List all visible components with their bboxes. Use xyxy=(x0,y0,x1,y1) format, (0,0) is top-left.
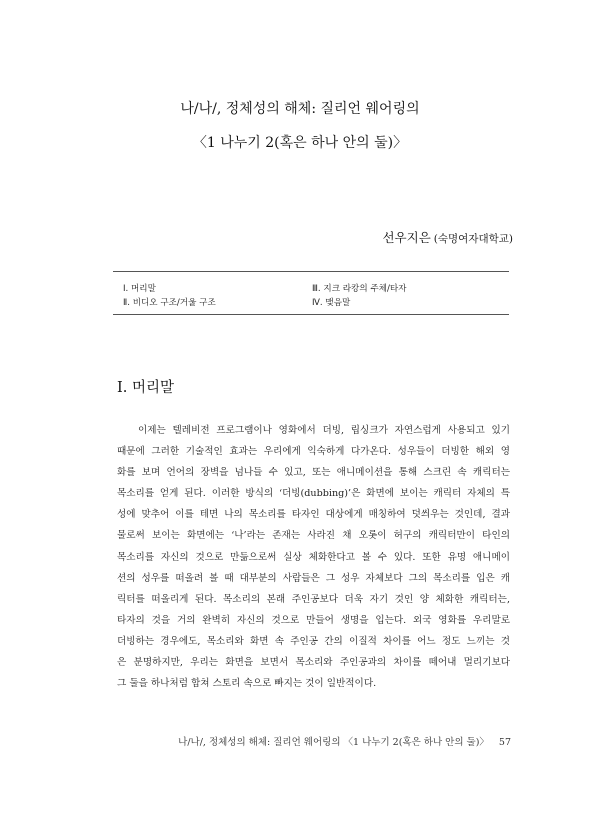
toc-item-1: Ⅰ. 머리말 xyxy=(123,284,156,294)
paragraph-line: 그 둘을 하나처럼 합쳐 스토리 속으로 빠지는 것이 일반적이다. xyxy=(117,678,377,690)
paragraph-line: 목소리를 얻게 된다. 이러한 방식의 ‘더빙(dubbing)’은 화면에 보이는 캐릭터 자체의 특 xyxy=(117,488,510,500)
paragraph-line: 이제는 텔레비전 프로그램이나 영화에서 더빙, 립싱크가 자연스럽게 사용되고 있기 xyxy=(138,425,510,436)
running-title: 나/나/, 정체성의 해체: 질리언 웨어링의 〈1 나누기 2(혹은 하나 안의 둘)〉 xyxy=(178,737,489,748)
paragraph-line: 션의 성우를 떠올려 볼 때 대부분의 사람들은 그 성우 자체보다 그의 목소리를 입은 캐 xyxy=(117,572,510,584)
paragraph-line: 더빙하는 경우에도, 목소리와 화면 속 주인공 간의 이질적 차이를 어느 정도 느끼는 것 xyxy=(117,635,510,647)
paragraph-line: 릭터를 떠올리게 된다. 목소리의 본래 주인공보다 더욱 자기 것인 양 체화한 캐릭터는, xyxy=(117,593,510,605)
paragraph-line: 화를 보며 언어의 장벽을 넘나들 수 있고, 또는 애니메이션을 통해 스크린 속 캐릭터는 xyxy=(117,467,510,479)
author-name: 선우지은 xyxy=(382,230,431,245)
paragraph-line: 물로써 보이는 화면에는 ‘나’라는 존재는 사라진 채 오롯이 허구의 캐릭터만이 타인의 xyxy=(117,530,510,542)
paragraph-line: 때문에 그러한 기술적인 효과는 우리에게 익숙하게 다가온다. 성우들이 더빙한 해외 영 xyxy=(117,446,510,458)
article-title-line-2: 〈1 나누기 2(혹은 하나 안의 둘)〉 xyxy=(192,135,408,151)
toc-item-2: Ⅱ. 비디오 구조/거울 구조 xyxy=(123,298,216,308)
table-of-contents xyxy=(113,271,509,315)
author-affiliation: (숙명여자대학교) xyxy=(433,233,513,245)
paragraph-line: 타자의 것을 거의 완벽히 자신의 것으로 만들어 생명을 입는다. 외국 영화를 우리말로 xyxy=(117,614,510,626)
paragraph-line: 목소리를 자신의 것으로 만듦으로써 실상 체화한다고 볼 수 있다. 또한 유명 애니메이 xyxy=(117,551,510,563)
page-number: 57 xyxy=(498,737,511,748)
toc-item-3: Ⅲ. 지크 라캉의 주체/타자 xyxy=(312,284,407,294)
body-paragraph xyxy=(117,420,510,694)
paragraph-line: 은 분명하지만, 우리는 화면을 보면서 목소리와 주인공과의 차이를 떼어내 멀리기보다 xyxy=(117,657,510,669)
running-footer xyxy=(178,734,511,748)
toc-item-4: Ⅳ. 맺음말 xyxy=(312,298,351,308)
section-heading: Ⅰ. 머리말 xyxy=(117,380,174,396)
article-title-line-1: 나/나/, 정체성의 해체: 질리언 웨어링의 xyxy=(180,101,420,117)
author-byline xyxy=(382,228,513,246)
paragraph-line: 성에 맞추어 이를 테면 나의 목소리를 타자인 대상에게 매칭하여 덧씌우는 것인데, 결과 xyxy=(117,509,510,521)
